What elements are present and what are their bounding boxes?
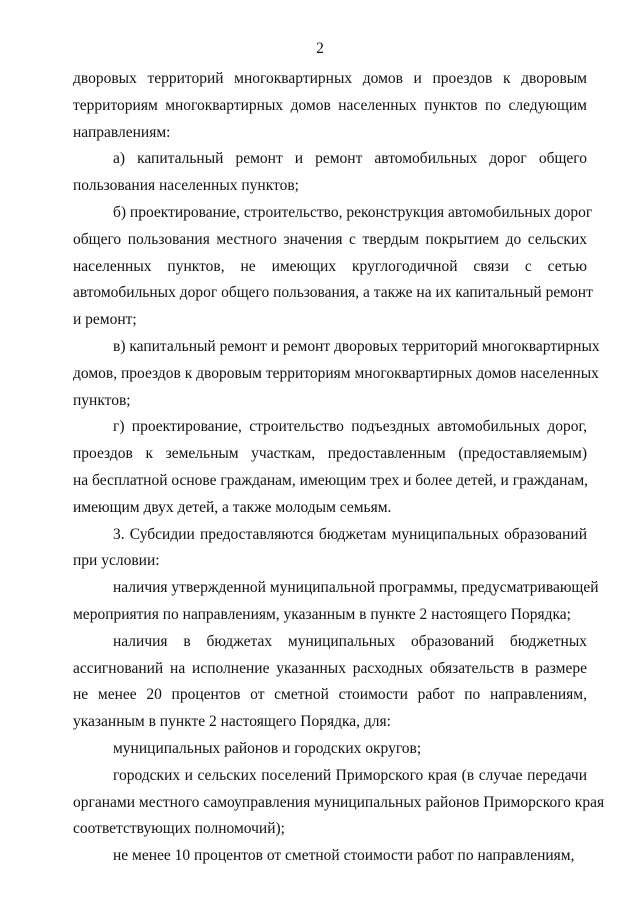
paragraph-line: при условии: — [73, 552, 160, 570]
paragraph-line: населенных пунктов, не имеющих круглогодичной связи с сетью — [73, 257, 587, 275]
paragraph-line: г) проектирование, строительство подъездных автомобильных дорог, — [113, 418, 587, 436]
paragraph-line: проездов к земельным участкам, предоставленным (предоставляемым) — [73, 445, 587, 463]
paragraph-line: и ремонт; — [73, 311, 137, 329]
paragraph-line: автомобильных дорог общего пользования, а также на их капитальный ремонт — [73, 284, 593, 302]
paragraph-line: пользования населенных пунктов; — [73, 177, 299, 195]
paragraph-line: наличия в бюджетах муниципальных образований бюджетных — [113, 632, 587, 650]
paragraph-line: органами местного самоуправления муниципальных районов Приморского края — [73, 793, 605, 811]
paragraph-line: ассигнований на исполнение указанных расходных обязательств в размере — [73, 659, 587, 677]
paragraph-line: муниципальных районов и городских округов; — [113, 739, 422, 757]
paragraph — [73, 334, 600, 414]
paragraph-line: общего пользования местного значения с твердым покрытием до сельских — [73, 230, 587, 248]
paragraph-line: не менее 10 процентов от сметной стоимости работ по направлениям, — [113, 847, 575, 865]
paragraph-line: соответствующих полномочий); — [73, 820, 285, 838]
paragraph — [73, 146, 587, 200]
paragraph — [73, 843, 587, 870]
paragraph-line: не менее 20 процентов от сметной стоимости работ по направлениям, — [73, 686, 587, 704]
paragraph — [73, 629, 587, 736]
document-body — [73, 66, 605, 870]
page-number: 2 — [316, 40, 324, 57]
paragraph — [73, 522, 587, 576]
paragraph-line: дворовых территорий многоквартирных домов и проездов к дворовым — [73, 70, 587, 87]
paragraph-line: в) капитальный ремонт и ремонт дворовых территорий многоквартирных — [113, 337, 600, 355]
paragraph — [73, 736, 587, 763]
paragraph-line: направлениям: — [73, 123, 171, 141]
paragraph — [73, 66, 587, 146]
paragraph — [73, 200, 593, 334]
paragraph — [73, 414, 587, 521]
paragraph-line: наличия утвержденной муниципальной программы, предусматривающей — [113, 579, 599, 597]
paragraph-line: имеющим двух детей, а также молодым семьям. — [73, 498, 392, 516]
paragraph-line: на бесплатной основе гражданам, имеющим трех и более детей, и гражданам, — [73, 471, 589, 489]
paragraph-line: мероприятия по направлениям, указанным в пункте 2 настоящего Порядка; — [73, 605, 571, 623]
paragraph-line: домов, проездов к дворовым территориям многоквартирных домов населенных — [73, 364, 599, 382]
paragraph-line: 3. Субсидии предоставляются бюджетам муниципальных образований — [113, 525, 587, 543]
paragraph-line: пунктов; — [73, 391, 131, 409]
paragraph — [73, 763, 605, 843]
paragraph — [73, 575, 599, 629]
paragraph-line: указанным в пункте 2 настоящего Порядка, для: — [73, 713, 391, 731]
paragraph-line: городских и сельских поселений Приморского края (в случае передачи — [113, 766, 587, 784]
paragraph-line: территориям многоквартирных домов населенных пунктов по следующим — [73, 96, 587, 114]
paragraph-line: а) капитальный ремонт и ремонт автомобильных дорог общего — [113, 150, 587, 168]
paragraph-line: б) проектирование, строительство, реконструкция автомобильных дорог — [113, 203, 593, 221]
